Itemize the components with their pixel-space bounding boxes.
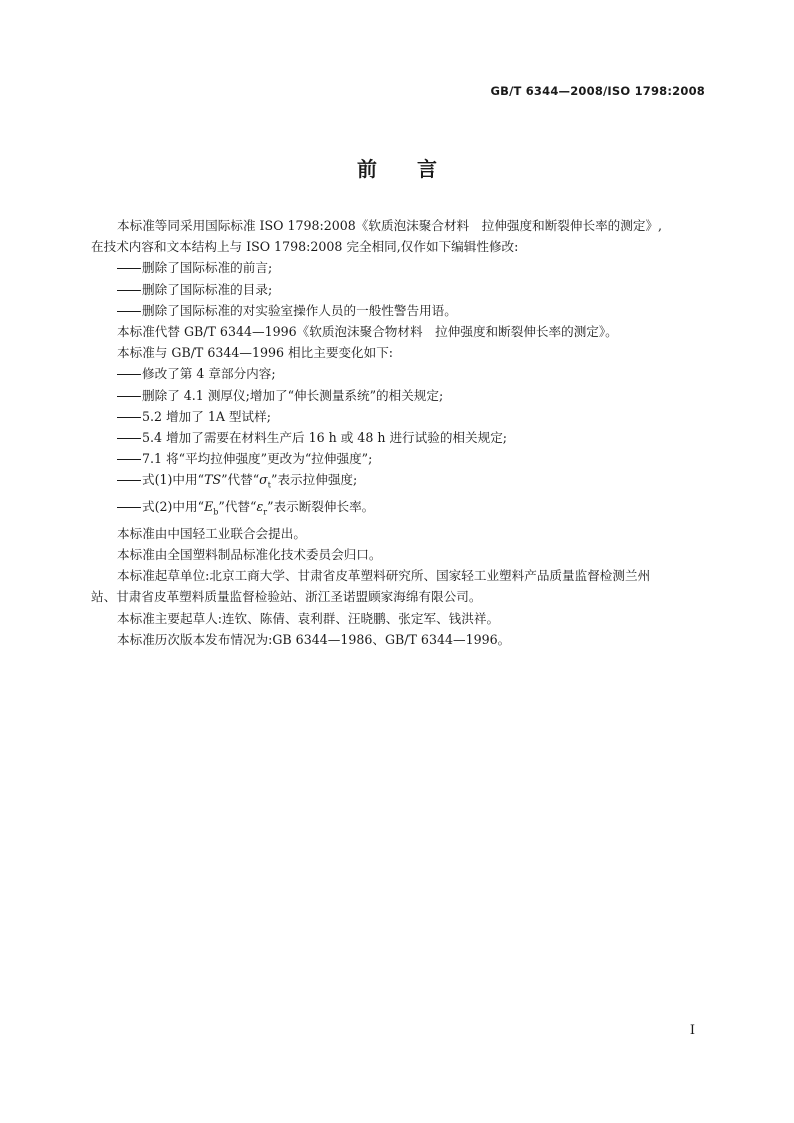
dash-marker bbox=[117, 268, 141, 269]
dash-marker bbox=[117, 480, 141, 481]
page-number: I bbox=[689, 1023, 695, 1038]
paragraph-drafting-units-line2: 站、甘肃省皮革塑料质量监督检验站、浙江圣诺盟顾家海绵有限公司。 bbox=[91, 589, 482, 605]
paragraph-proposer: 本标准由中国轻工业联合会提出。 bbox=[117, 525, 306, 541]
paragraph-drafters: 本标准主要起草人:连钦、陈倩、袁利群、汪晓鹏、张定军、钱洪祥。 bbox=[117, 610, 500, 626]
dash-marker bbox=[117, 374, 141, 375]
document-body bbox=[91, 215, 705, 650]
list-item: 5.4 增加了需要在材料生产后 16 h 或 48 h 进行试验的相关规定; bbox=[91, 427, 705, 448]
list-item: 式(2)中用“$E_b$”代替“$\varepsilon_r$”表示断裂伸长率。 bbox=[91, 496, 705, 523]
list-item: 式(1)中用“TS”代替“$\sigma_t$”表示拉伸强度; bbox=[91, 469, 705, 496]
dash-marker bbox=[117, 396, 141, 397]
list-item: 删除了国际标准的目录; bbox=[91, 279, 705, 300]
list-item: 修改了第 4 章部分内容; bbox=[91, 363, 705, 384]
paragraph-changes-intro: 本标准与 GB/T 6344—1996 相比主要变化如下: bbox=[117, 345, 394, 361]
list-item: 删除了国际标准的对实验室操作人员的一般性警告用语。 bbox=[91, 300, 705, 321]
dash-marker bbox=[117, 290, 141, 291]
paragraph-history: 本标准历次版本发布情况为:GB 6344—1986、GB/T 6344—1996。 bbox=[117, 631, 511, 647]
paragraph-drafting-units-line1: 本标准起草单位:北京工商大学、甘肃省皮革塑料研究所、国家轻工业塑料产品质量监督检测兰州 bbox=[117, 568, 651, 584]
dash-marker bbox=[117, 438, 141, 439]
dash-marker bbox=[117, 417, 141, 418]
paragraph-committee: 本标准由全国塑料制品标准化技术委员会归口。 bbox=[117, 547, 382, 563]
dash-marker bbox=[117, 507, 141, 508]
paragraph-replaces: 本标准代替 GB/T 6344—1996《软质泡沫聚合物材料 拉伸强度和断裂伸长率的测定》。 bbox=[117, 324, 618, 340]
dash-marker bbox=[117, 311, 141, 312]
dash-marker bbox=[117, 459, 141, 460]
list-item: 7.1 将“平均拉伸强度”更改为“拉伸强度”; bbox=[91, 448, 705, 469]
paragraph-adoption-line1: 本标准等同采用国际标准 ISO 1798:2008《软质泡沫聚合材料 拉伸强度和断裂伸长率的测定》, bbox=[117, 218, 663, 233]
standard-code: GB/T 6344—2008/ISO 1798:2008 bbox=[490, 84, 705, 98]
list-item: 删除了国际标准的前言; bbox=[91, 257, 705, 278]
paragraph-adoption-line2: 在技术内容和文本结构上与 ISO 1798:2008 完全相同,仅作如下编辑性修改: bbox=[91, 239, 519, 255]
list-item: 删除了 4.1 测厚仪;增加了“伸长测量系统”的相关规定; bbox=[91, 385, 705, 406]
page-title: 前言 bbox=[357, 157, 477, 181]
list-item: 5.2 增加了 1A 型试样; bbox=[91, 406, 705, 427]
